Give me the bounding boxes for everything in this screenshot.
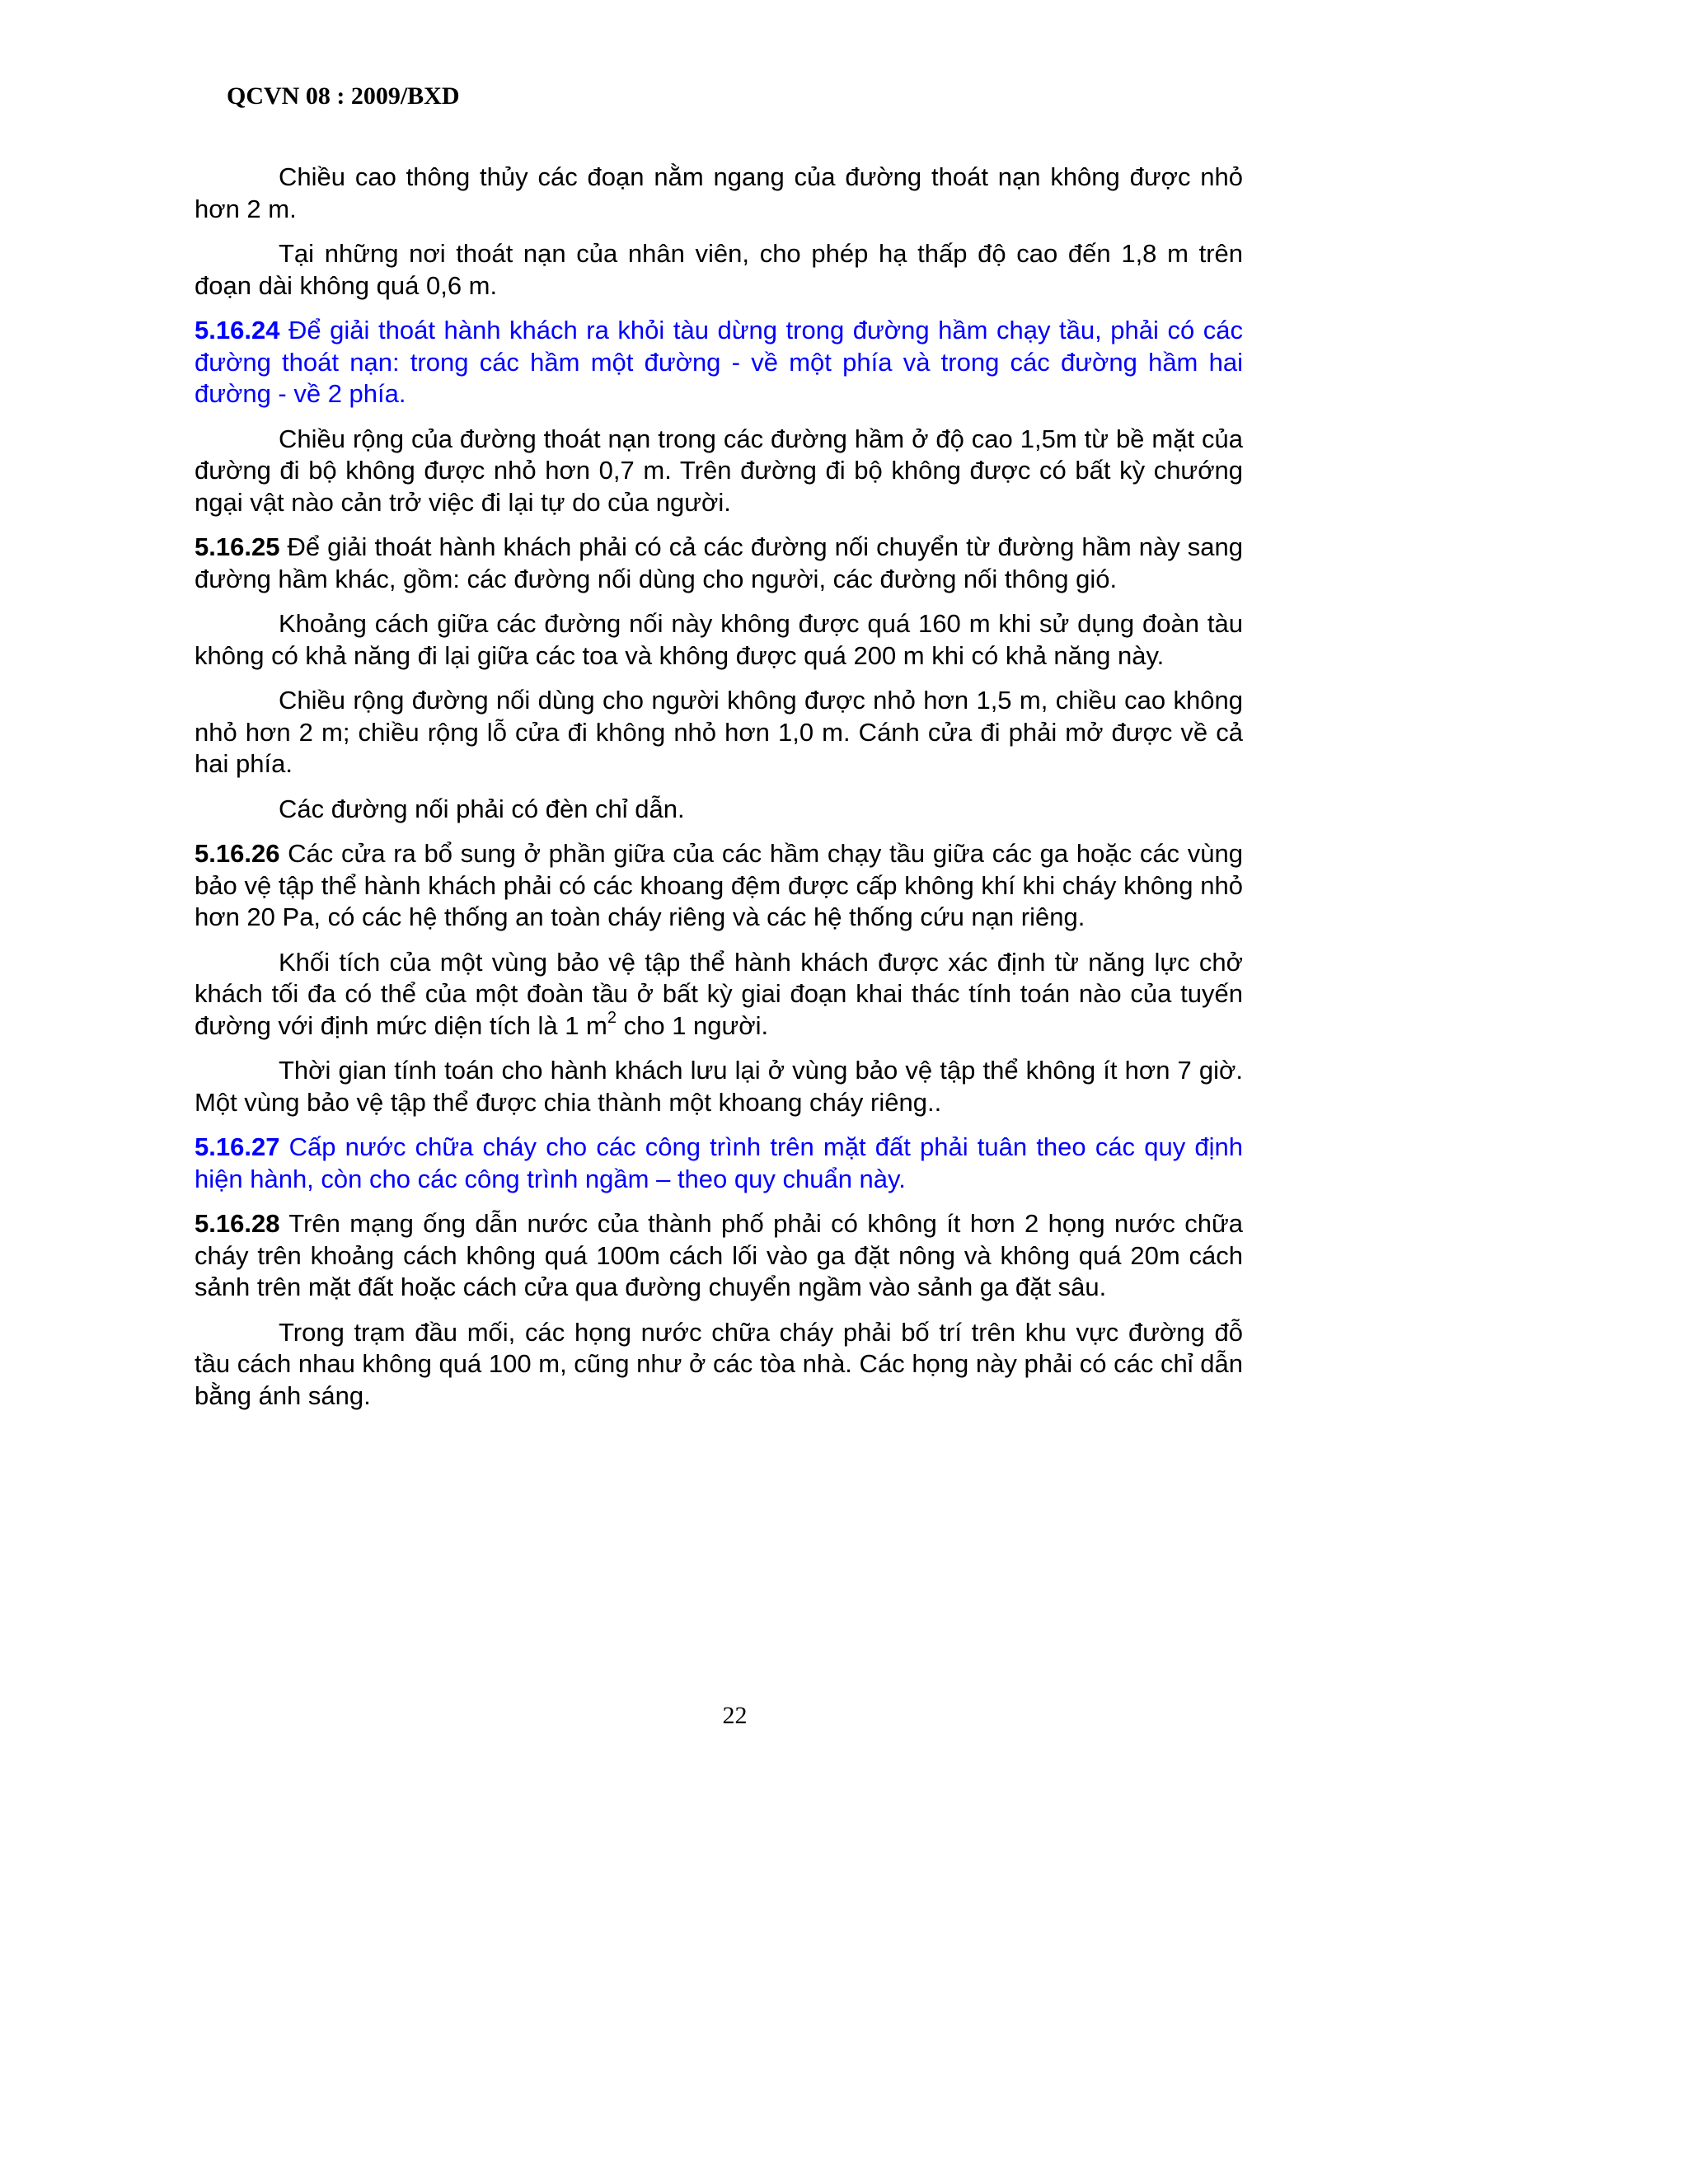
page-number: 22 — [722, 1702, 748, 1729]
paragraph-protection-volume — [195, 947, 1243, 1043]
clause-number: 5.16.24 — [195, 316, 280, 344]
paragraph-guide-lights — [195, 794, 1243, 826]
clause-5-16-27 — [195, 1132, 1243, 1195]
paragraph-text: Chiều rộng của đường thoát nạn trong các đường hầm ở độ cao 1,5m từ bề mặt của đường đi bộ không được nhỏ hơn 0,7 m. Trên đường đi bộ không được có bất kỳ chướng ngại vật nào cản trở việc đi lại tự do của người. — [195, 424, 1243, 517]
paragraph-stay-time — [195, 1055, 1243, 1118]
clause-number: 5.16.26 — [195, 839, 280, 868]
paragraph-text: Chiều cao thông thủy các đoạn nằm ngang của đường thoát nạn không được nhỏ hơn 2 m. — [195, 162, 1243, 223]
clause-text: Các cửa ra bổ sung ở phần giữa của các hầm chạy tầu giữa các ga hoặc các vùng bảo vệ tập thể hành khách phải có các khoang đệm được cấp không khí khi cháy không nhỏ hơn 20 Pa, có các hệ thống an toàn cháy riêng và các hệ thống cứu nạn riêng. — [195, 839, 1243, 931]
paragraph-text: Các đường nối phải có đèn chỉ dẫn. — [279, 794, 685, 823]
paragraph-text: Khoảng cách giữa các đường nối này không được quá 160 m khi sử dụng đoàn tàu không có khả năng đi lại giữa các toa và không được quá 200 m khi có khả năng này. — [195, 609, 1243, 670]
superscript: 2 — [607, 1009, 617, 1028]
clause-5-16-26 — [195, 838, 1243, 934]
clause-5-16-24 — [195, 315, 1243, 410]
paragraph-text: Thời gian tính toán cho hành khách lưu lại ở vùng bảo vệ tập thể không ít hơn 7 giờ. Một vùng bảo vệ tập thể được chia thành một khoang cháy riêng.. — [195, 1056, 1243, 1117]
paragraph-text: Trong trạm đầu mối, các họng nước chữa cháy phải bố trí trên khu vực đường đỗ tầu cách nhau không quá 100 m, cũng như ở các tòa nhà. Các họng này phải có các chỉ dẫn bằng ánh sáng. — [195, 1317, 1243, 1410]
clause-number: 5.16.25 — [195, 532, 280, 561]
paragraph-text: Chiều rộng đường nối dùng cho người không được nhỏ hơn 1,5 m, chiều cao không nhỏ hơn 2 m; chiều rộng lỗ cửa đi không nhỏ hơn 1,0 m. Cánh cửa đi phải mở được về cả hai phía. — [195, 686, 1243, 778]
paragraph-connection-width — [195, 685, 1243, 780]
clause-number: 5.16.27 — [195, 1132, 280, 1161]
paragraph-hydrants-depot — [195, 1317, 1243, 1413]
clause-text: Để giải thoát hành khách ra khỏi tàu dừng trong đường hầm chạy tầu, phải có các đường thoát nạn: trong các hầm một đường - về một phía và trong các đường hầm hai đường - về 2 phía. — [195, 316, 1243, 408]
paragraph-text: Khối tích của một vùng bảo vệ tập thể hành khách được xác định từ năng lực chở khách tối đa có thể của một đoàn tầu ở bất kỳ giai đoạn khai thác tính toán nào của tuyến đường với định mức diện tích là 1 m — [195, 947, 1243, 1040]
paragraph-text: Tại những nơi thoát nạn của nhân viên, cho phép hạ thấp độ cao đến 1,8 m trên đoạn dài không quá 0,6 m. — [195, 239, 1243, 300]
clause-text: Cấp nước chữa cháy cho các công trình trên mặt đất phải tuân theo các quy định hiện hành, còn cho các công trình ngầm – theo quy chuẩn này. — [195, 1132, 1243, 1193]
paragraph-text-tail: cho 1 người. — [617, 1010, 769, 1040]
clause-number: 5.16.28 — [195, 1209, 280, 1238]
clause-text: Để giải thoát hành khách phải có cả các đường nối chuyển từ đường hầm này sang đường hầm khác, gồm: các đường nối dùng cho người, các đường nối thông gió. — [195, 532, 1243, 593]
paragraph-headroom — [195, 162, 1243, 225]
document-body — [195, 162, 1243, 1425]
clause-text: Trên mạng ống dẫn nước của thành phố phải có không ít hơn 2 họng nước chữa cháy trên khoảng cách không quá 100m cách lối vào ga đặt nông và không quá 20m cách sảnh trên mặt đất hoặc cách cửa qua đường chuyển ngầm vào sảnh ga đặt sâu. — [195, 1209, 1243, 1301]
paragraph-staff-escape — [195, 238, 1243, 302]
paragraph-escape-width — [195, 424, 1243, 519]
paragraph-connection-distance — [195, 608, 1243, 672]
clause-5-16-28 — [195, 1208, 1243, 1304]
document-header: QCVN 08 : 2009/BXD — [227, 82, 460, 110]
clause-5-16-25 — [195, 532, 1243, 595]
